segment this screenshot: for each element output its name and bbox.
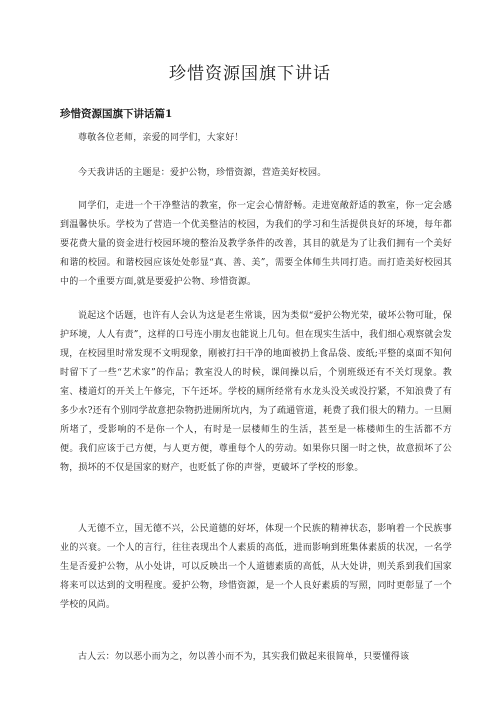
paragraph-greeting: 尊敬各位老师，亲爱的同学们，大家好！ xyxy=(78,133,244,143)
paragraph-topic: 今天我讲话的主题是：爱护公物，珍惜资源，营造美好校园。 xyxy=(78,168,327,178)
document-title: 珍惜资源国旗下讲话 xyxy=(169,64,331,84)
paragraph-phenomena: 说起这个话题，也许有人会认为这是老生常谈，因为类似“爱护公物光荣，破坏公物可耻，保护环境，人人有责”，这样的口号连小朋友也能说上几句。但在现实生活中，我们细心观察就会发现，在校园里时常发现不文明现象，刚被打扫干净的地面被扔上食品袋、废纸;平整的桌面不知何时留下了一些“艺术家”的作品；教室没人的时候，课间操以后，个别班级还有不关灯现象。教室、楼道灯的开关上午修完，下午还坏。学校的厕所经常有水龙头没关或没拧紧，不知浪费了有多少水?还有个别同学故意把杂物扔进厕所坑内，为了疏通管道，耗费了我们很大的精力。一旦厕所堵了，受影响的不是你一个人，有时是一层楼师生的生活，甚至是一栋楼师生的生活都不方便。我们应该于己方便，与人更方便，尊重每个人的劳动。如果你只图一时之快，故意损坏了公物，损坏的不仅是国家的财产，也贬低了你的声誉，更破坏了学校的形象。 xyxy=(60,311,452,473)
paragraph-ancients: 古人云：勿以恶小而为之，勿以善小而不为，其实我们做起来很简单，只要懂得该 xyxy=(78,652,410,662)
paragraph-campus: 同学们，走进一个干净整洁的教室，你一定会心情舒畅。走进宽敞舒适的教室，你一定会感到温馨快乐。学校为了营造一个优美整洁的校园，为我们的学习和生活提供良好的环境，每年都要花费大量的资金进行校园环境的整治及教学条件的改善，其目的就是为了让我们拥有一个美好和谐的校园。和谐校园应该处处彰显“真、善、美”，需要全体师生共同打造。而打造美好校园其中的一个重要方面,就是要爱护公物、珍惜资源。 xyxy=(60,201,452,287)
paragraph-morality: 人无德不立，国无德不兴，公民道德的好坏，体现一个民族的精神状态，影响着一个民族事业的兴衰。一个人的言行，往往表现出个人素质的高低，进而影响到班集体素质的状况，一名学生是否爱护公物，从小处讲，可以反映出一个人道德素质的高低，从大处讲，则关系到我们国家将来可以达到的文明程度。爱护公物，珍惜资源，是一个人良好素质的写照，同时更彰显了一个学校的风尚。 xyxy=(60,524,452,610)
section-heading: 珍惜资源国旗下讲话篇1 xyxy=(60,108,173,120)
